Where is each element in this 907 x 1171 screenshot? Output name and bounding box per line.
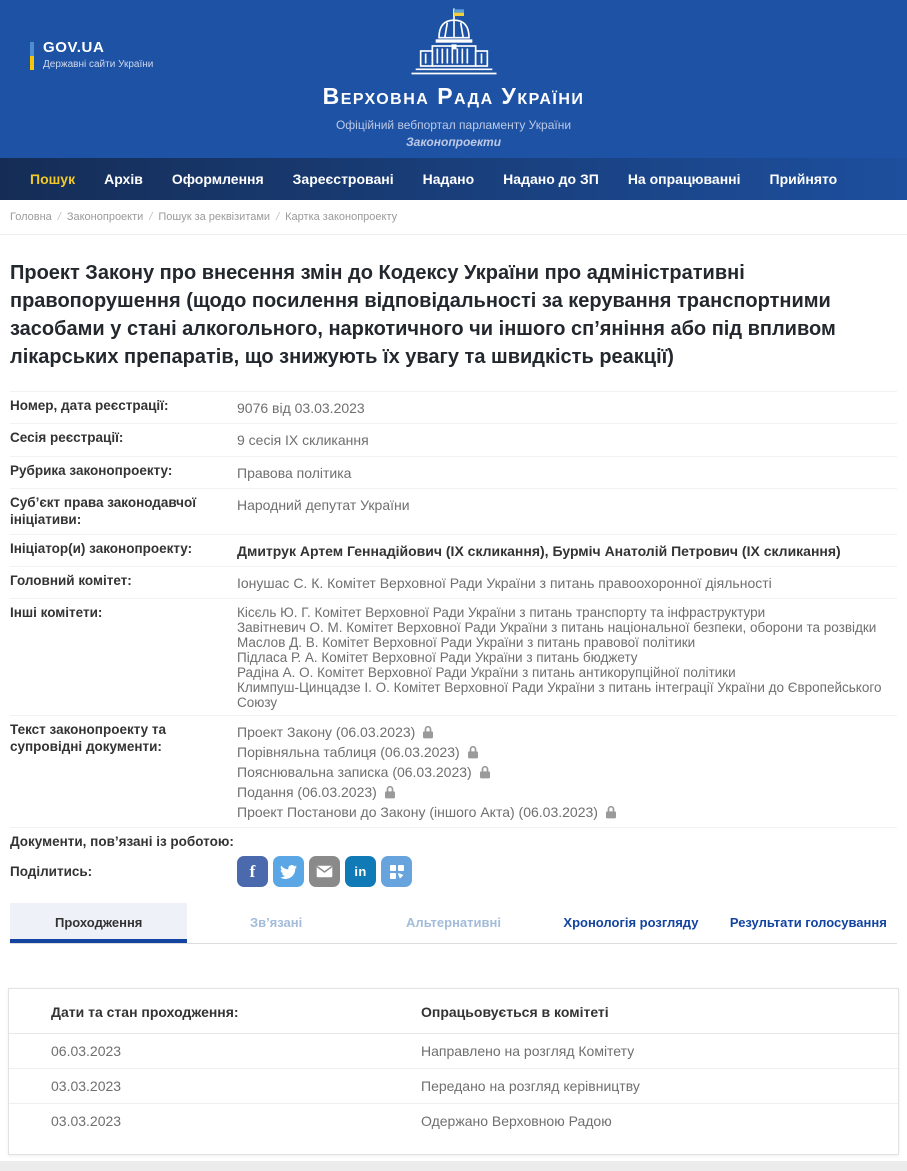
detail-row-other-committees	[10, 598, 897, 715]
field-label: Текст законопроекту та супровідні документи:	[10, 722, 167, 755]
field-label: Сесія реєстрації:	[10, 430, 124, 446]
bill-tabs	[10, 903, 897, 944]
facebook-share-button[interactable]: f	[237, 856, 268, 887]
share-icons	[237, 856, 412, 887]
document-link[interactable]: Пояснювальна записка (06.03.2023)	[237, 762, 617, 782]
field-value: 9076 від 03.03.2023	[237, 400, 365, 416]
status-table	[8, 988, 899, 1155]
email-share-button[interactable]	[309, 856, 340, 887]
breadcrumb-separator: /	[276, 211, 280, 223]
committee-line: Завітневич О. М. Комітет Верховної Ради України з питань національної безпеки, оборони та розвідки	[237, 620, 877, 636]
committee-line: Кісєль Ю. Г. Комітет Верховної Ради України з питань транспорту та інфраструктури	[237, 605, 766, 621]
breadcrumb	[0, 200, 907, 235]
breadcrumb-separator: /	[57, 211, 61, 223]
document-link[interactable]: Порівняльна таблиця (06.03.2023)	[237, 742, 617, 762]
breadcrumb-home[interactable]: Головна	[10, 211, 52, 223]
status-row	[9, 1034, 898, 1069]
nav-item-nadano[interactable]: Надано	[422, 171, 475, 187]
govua-title: GOV.UA	[43, 39, 105, 56]
detail-row-main-committee	[10, 566, 897, 598]
related-documents-label: Документи, пов’язані із роботою:	[10, 834, 234, 850]
document-link[interactable]: Подання (06.03.2023)	[237, 782, 617, 802]
field-value: Народний депутат України	[237, 496, 410, 513]
twitter-icon	[280, 863, 297, 880]
govua-subtitle: Державні сайти України	[43, 59, 154, 70]
section-label: Законопроекти	[405, 135, 502, 149]
status-date: 03.03.2023	[51, 1113, 122, 1130]
breadcrumb-kartka[interactable]: Картка законопроекту	[285, 211, 398, 223]
lock-icon	[467, 745, 479, 759]
page-bottom-strip	[0, 1161, 907, 1171]
status-header-current: Опрацьовується в комітеті	[421, 1004, 609, 1021]
field-label: Рубрика законопроекту:	[10, 462, 173, 478]
detail-row-share	[10, 856, 897, 895]
lock-icon	[384, 785, 396, 799]
field-value: Правова політика	[237, 464, 352, 481]
main-committee-value: Іонушас С. К. Комітет Верховної Ради України з питань правоохоронної діяльності	[237, 574, 772, 591]
site-header	[0, 0, 907, 158]
field-label: Інші комітети:	[10, 605, 103, 621]
status-date: 03.03.2023	[51, 1078, 122, 1095]
status-row	[9, 1104, 898, 1138]
field-value: 9 сесія IX скликання	[237, 432, 369, 449]
nav-item-poshuk[interactable]: Пошук	[30, 171, 76, 187]
field-label: Ініціатор(и) законопроекту:	[10, 540, 193, 556]
nav-item-oformlennya[interactable]: Оформлення	[171, 171, 264, 187]
linkedin-share-button[interactable]: in	[345, 856, 376, 887]
committee-line: Підласа Р. А. Комітет Верховної Ради України з питань бюджету	[237, 650, 638, 666]
committee-line: Климпуш-Цинцадзе І. О. Комітет Верховної Ради України з питань інтеграції України до Європейського Союзу	[237, 680, 882, 711]
tab-khronologiya[interactable]: Хронологія розгляду	[563, 915, 699, 931]
detail-row-documents	[10, 715, 897, 827]
share-label: Поділитись:	[10, 864, 93, 880]
detail-row-subject	[10, 488, 897, 534]
share-grid-icon	[390, 865, 404, 879]
status-text: Одержано Верховною Радою	[421, 1113, 612, 1130]
tab-rezultaty[interactable]: Результати голосування	[729, 915, 887, 931]
tab-prokhodzhennya[interactable]: Проходження	[10, 903, 187, 943]
breadcrumb-zakonoproekty[interactable]: Законопроекти	[66, 211, 144, 223]
lock-icon	[605, 805, 617, 819]
detail-row-number	[10, 391, 897, 423]
detail-row-session	[10, 423, 897, 455]
field-label: Суб’єкт права законодавчої ініціативи:	[10, 494, 197, 527]
committee-line: Маслов Д. В. Комітет Верховної Ради України з питань правової політики	[237, 635, 696, 651]
parliament-building-icon	[402, 6, 506, 76]
document-link[interactable]: Проект Постанови до Закону (іншого Акта) (06.03.2023)	[237, 802, 617, 822]
detail-row-initiators	[10, 534, 897, 566]
nav-item-zareyestrovani[interactable]: Зареєстровані	[292, 171, 394, 187]
lock-icon	[479, 765, 491, 779]
site-subtitle: Офіційний вебпортал парламенту України	[335, 118, 572, 132]
nav-item-pryynyato[interactable]: Прийнято	[769, 171, 838, 187]
status-text: Передано на розгляд керівництву	[421, 1078, 640, 1095]
nav-item-arkhiv[interactable]: Архів	[104, 171, 143, 187]
ukraine-flag-icon	[30, 42, 34, 70]
field-label: Головний комітет:	[10, 572, 132, 588]
tab-zvyazani[interactable]: Зв’язані	[249, 915, 303, 931]
twitter-share-button[interactable]	[273, 856, 304, 887]
govua-logo[interactable]	[30, 40, 153, 70]
lock-icon	[422, 725, 434, 739]
status-table-header	[9, 989, 898, 1034]
status-text: Направлено на розгляд Комітету	[421, 1043, 635, 1060]
nav-item-nadano-do-zp[interactable]: Надано до ЗП	[503, 171, 599, 187]
document-link[interactable]: Проект Закону (06.03.2023)	[237, 722, 617, 742]
detail-row-related	[10, 827, 897, 856]
detail-row-rubric	[10, 456, 897, 488]
nav-item-na-opratsyuvanni[interactable]: На опрацюванні	[627, 171, 741, 187]
main-nav	[0, 158, 907, 200]
status-date: 06.03.2023	[51, 1043, 122, 1060]
initiators-value: Дмитрук Артем Геннадійович (IX скликання), Бурміч Анатолій Петрович (IX скликання)	[237, 542, 841, 559]
breadcrumb-separator: /	[149, 211, 153, 223]
site-title: Верховна Рада України	[322, 83, 585, 109]
tab-alternatyvni[interactable]: Альтернативні	[406, 915, 501, 931]
status-row	[9, 1069, 898, 1104]
field-label: Номер, дата реєстрації:	[10, 398, 169, 413]
page-title: Проект Закону про внесення змін до Кодексу України про адміністративні правопорушення (щодо посилення відповідальності за керування транспортними засобами у стані алкогольного, наркотичного чи іншого сп’яніння або під впливом лікарських препаратів, що знижують їх увагу та швидкість реакції)	[10, 262, 836, 368]
envelope-icon	[316, 865, 333, 878]
status-header-dates: Дати та стан проходження:	[51, 1004, 239, 1021]
more-share-button[interactable]	[381, 856, 412, 887]
bill-details	[10, 391, 897, 895]
breadcrumb-poshuk[interactable]: Пошук за реквізитами	[158, 211, 271, 223]
committee-line: Радіна А. О. Комітет Верховної Ради України з питань антикорупційної політики	[237, 665, 736, 681]
